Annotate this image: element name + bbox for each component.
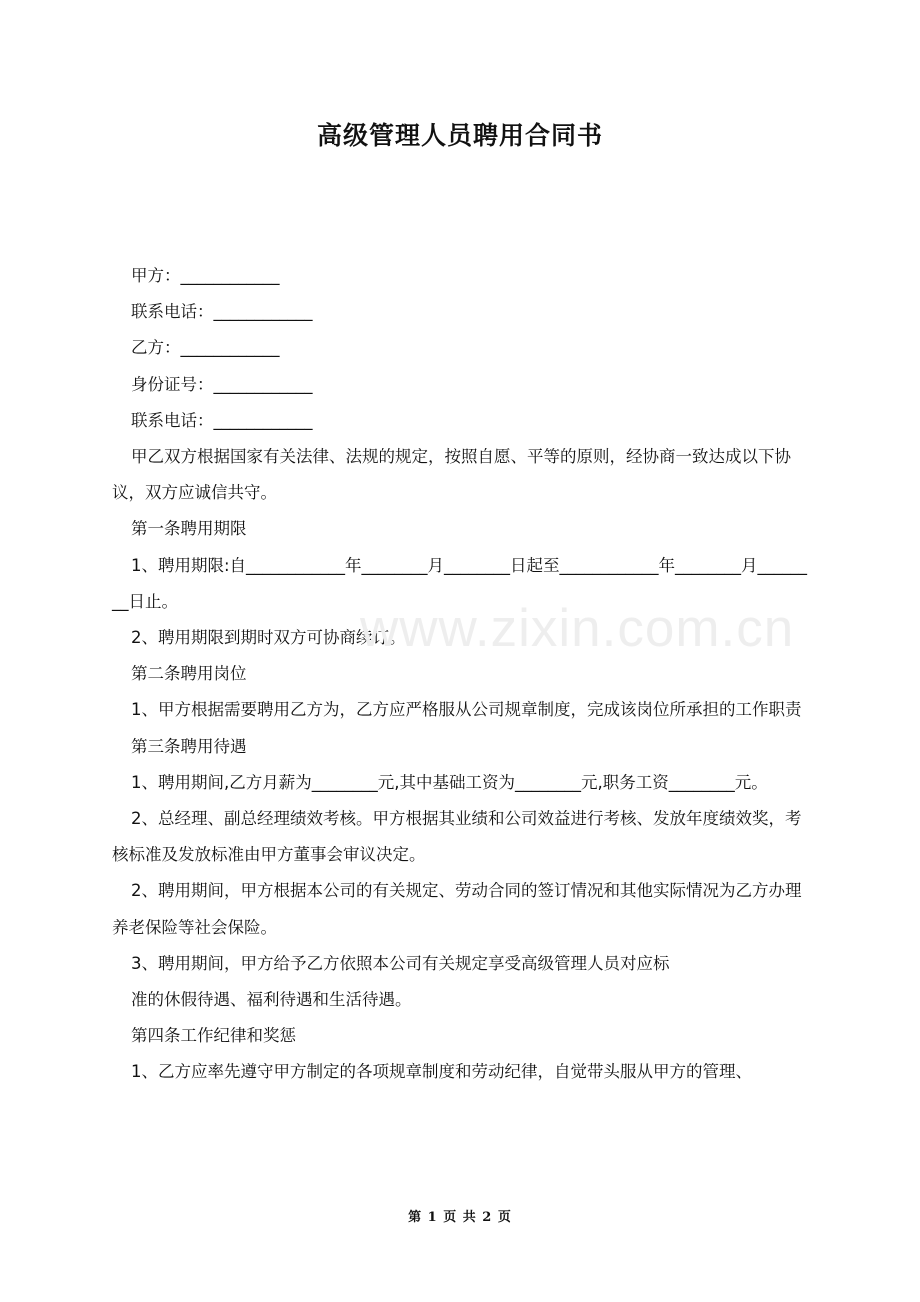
paragraph: 3、聘用期间，甲方给予乙方依照本公司有关规定享受高级管理人员对应标 bbox=[131, 953, 670, 973]
paragraph: 1、聘用期限:自____________年________月________日起至____________年________月________日止。 bbox=[112, 555, 808, 611]
paragraph: 2、总经理、副总经理绩效考核。甲方根据其业绩和公司效益进行考核、发放年度绩效奖，考核标准及发放标准由甲方董事会审议决定。 bbox=[112, 809, 802, 865]
page-footer: 第 1 页 共 2 页 bbox=[408, 1210, 512, 1225]
paragraph: 1、甲方根据需要聘用乙方为，乙方应严格服从公司规章制度，完成该岗位所承担的工作职责 bbox=[131, 700, 802, 720]
document-body bbox=[112, 258, 812, 1091]
paragraph: 甲乙双方根据国家有关法律、法规的规定，按照自愿、平等的原则，经协商一致达成以下协议，双方应诚信共守。 bbox=[112, 447, 791, 503]
paragraph: 第四条工作纪律和奖惩 bbox=[131, 1026, 296, 1046]
watermark: www.zixin.com.cn bbox=[360, 599, 795, 658]
paragraph: 1、乙方应率先遵守甲方制定的各项规章制度和劳动纪律，自觉带头服从甲方的管理、 bbox=[131, 1062, 752, 1082]
paragraph: 2、聘用期限到期时双方可协商续订。 bbox=[131, 628, 406, 648]
paragraph: 准的休假待遇、福利待遇和生活待遇。 bbox=[131, 990, 412, 1010]
paragraph: 1、聘用期间,乙方月薪为________元,其中基础工资为________元,职务工资________元。 bbox=[131, 772, 768, 792]
paragraph: 第三条聘用待遇 bbox=[131, 736, 247, 756]
paragraph: 联系电话：____________ bbox=[131, 410, 313, 430]
paragraph: 甲方：____________ bbox=[131, 266, 280, 285]
paragraph: 身份证号：____________ bbox=[131, 374, 313, 394]
paragraph: 乙方：____________ bbox=[131, 338, 280, 358]
paragraph: 第一条聘用期限 bbox=[131, 519, 247, 539]
document-title: 高级管理人员聘用合同书 bbox=[316, 121, 603, 150]
paragraph: 2、聘用期间，甲方根据本公司的有关规定、劳动合同的签订情况和其他实际情况为乙方办理养老保险等社会保险。 bbox=[112, 881, 802, 937]
paragraph: 联系电话：____________ bbox=[131, 302, 313, 322]
paragraph: 第二条聘用岗位 bbox=[131, 664, 247, 684]
